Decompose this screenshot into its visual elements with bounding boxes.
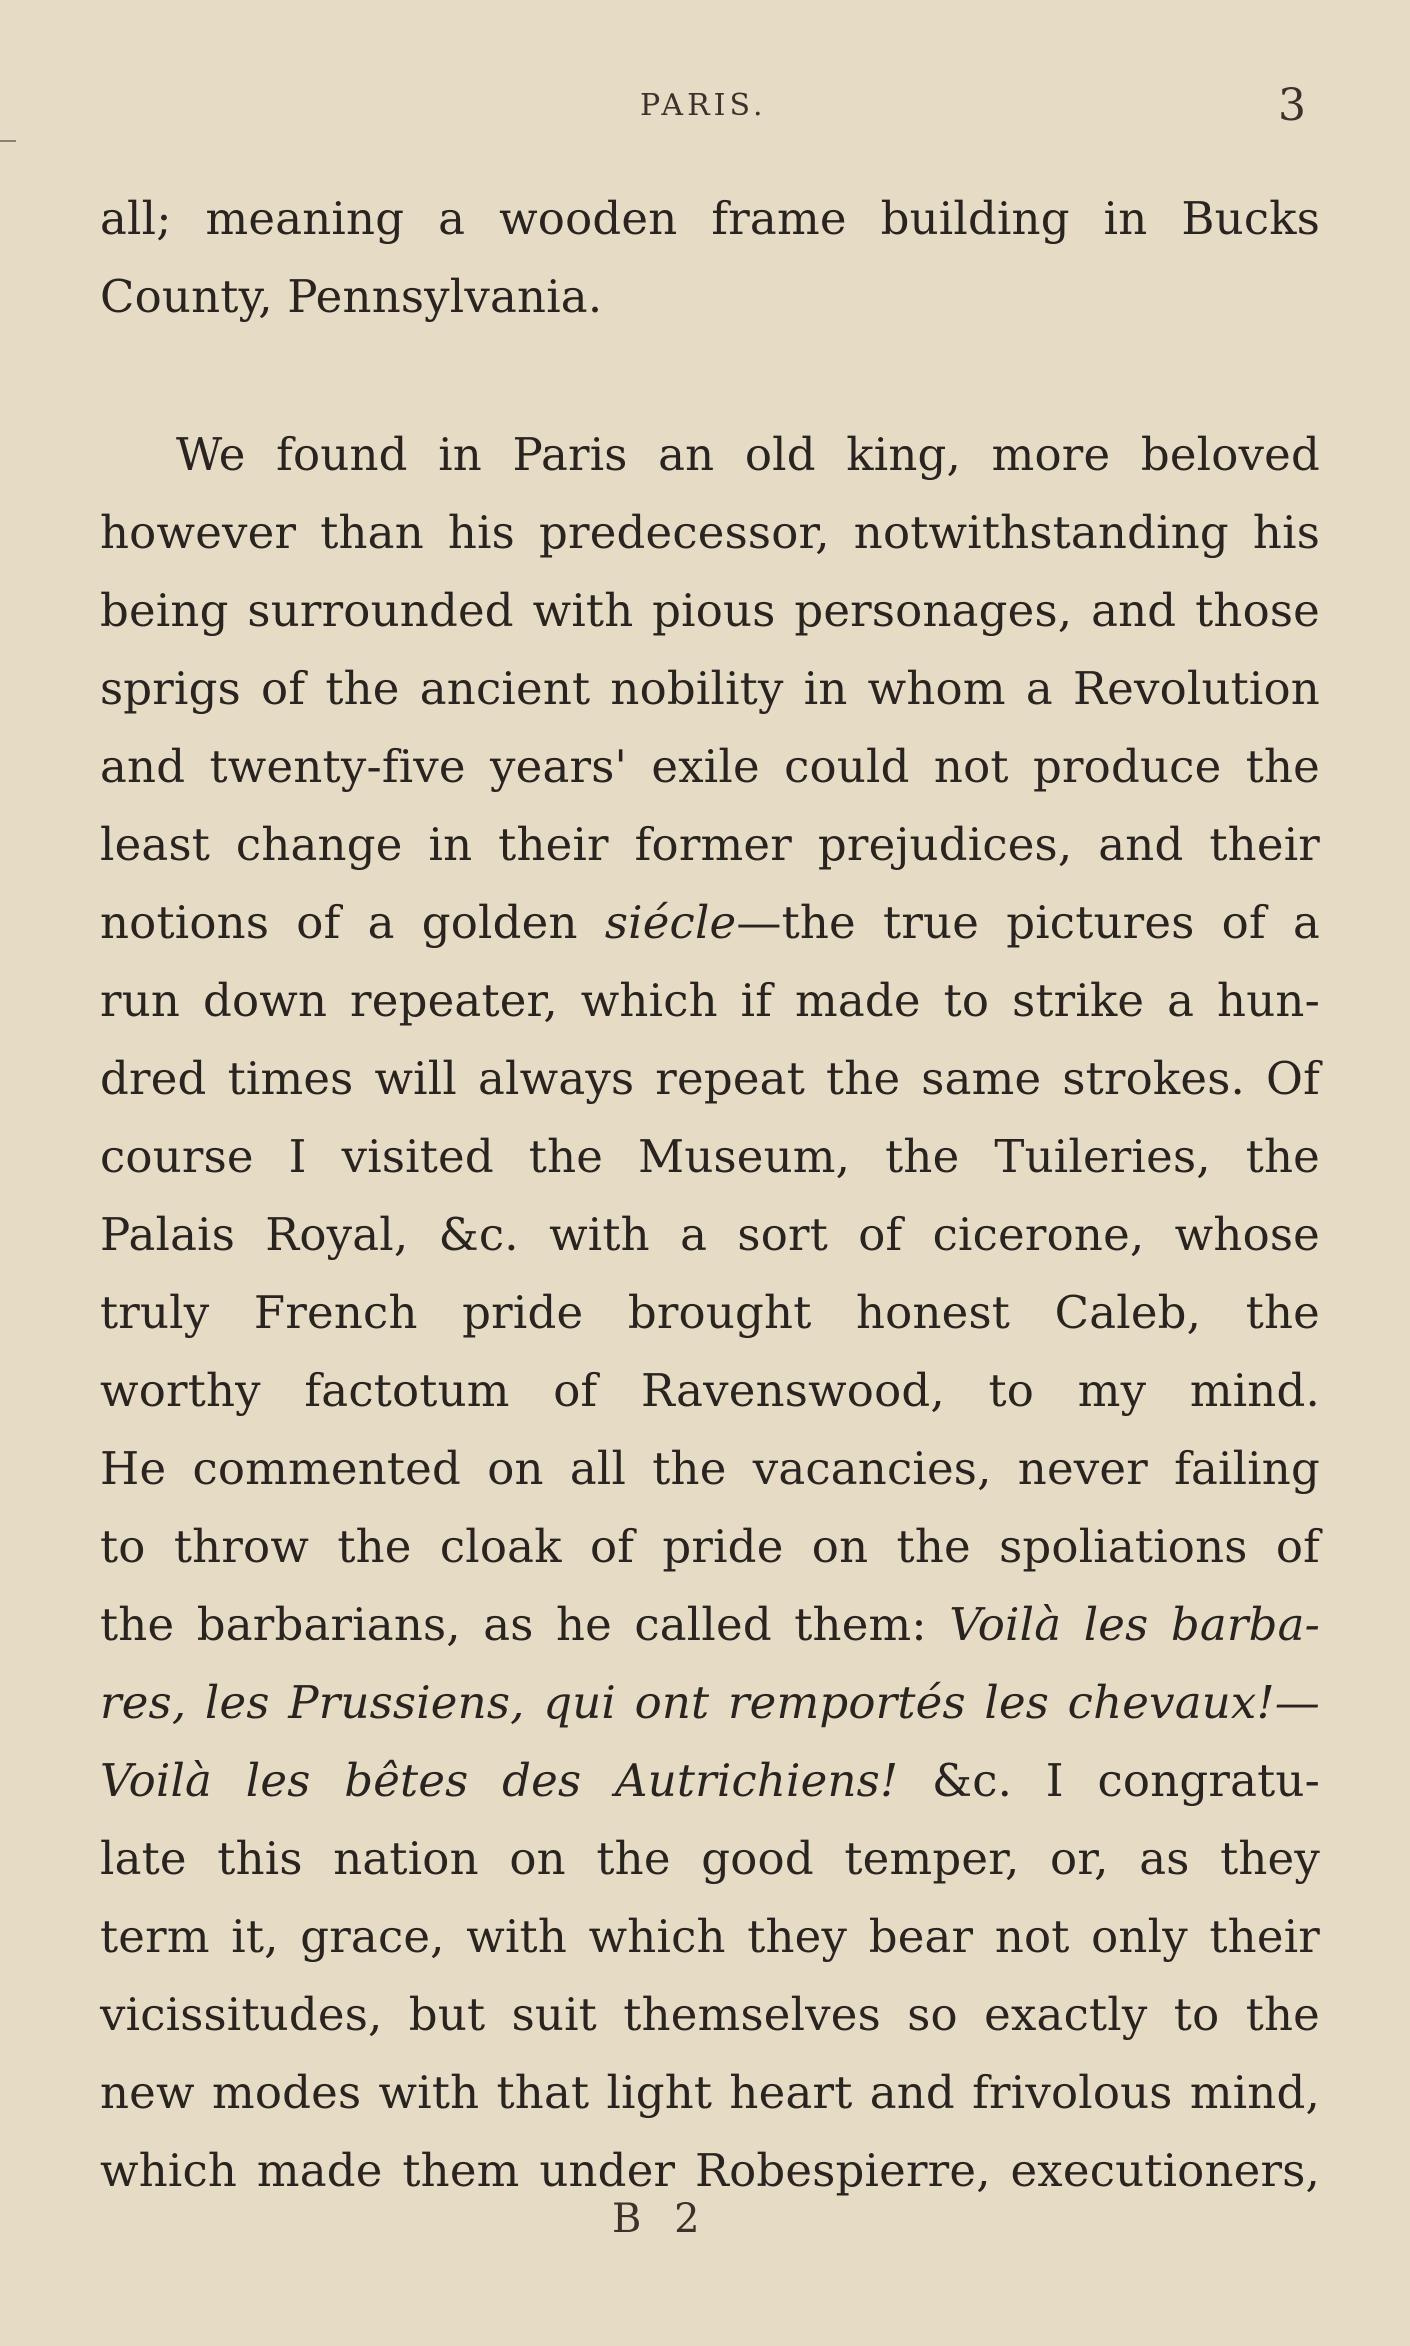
signature-mark: B 2 xyxy=(612,2196,710,2242)
paragraph-gap xyxy=(100,336,1320,416)
italic-text: Voilà les bêtes des Autrichiens! xyxy=(100,1754,899,1807)
text-line: all; meaning a wooden frame building in Bucks xyxy=(100,192,1320,245)
text-line: sprigs of the ancient nobility in whom a Revolution xyxy=(100,662,1320,715)
text-segment: notions of a golden xyxy=(100,896,605,949)
text-line: res, les Prussiens, qui ont remportés les chevaux!— xyxy=(100,1676,1320,1729)
text-line xyxy=(100,1586,1320,1664)
text-line: We found in Paris an old king, more beloved xyxy=(176,428,1320,481)
text-line: vicissitudes, but suit themselves so exactly to the xyxy=(100,1988,1320,2041)
text-line: and twenty-five years' exile could not produce the xyxy=(100,740,1320,793)
text-line: new modes with that light heart and frivolous mind, xyxy=(100,2066,1320,2119)
text-line: run down repeater, which if made to strike a hun- xyxy=(100,974,1320,1027)
text-line: term it, grace, with which they bear not only their xyxy=(100,1910,1320,1963)
italic-text: Voilà les barba- xyxy=(949,1598,1321,1651)
running-head xyxy=(0,82,1410,142)
text-line: truly French pride brought honest Caleb, the xyxy=(100,1286,1320,1339)
text-line: course I visited the Museum, the Tuileries, the xyxy=(100,1130,1320,1183)
text-line: being surrounded with pious personages, and those xyxy=(100,584,1320,637)
text-line: County, Pennsylvania. xyxy=(100,270,603,323)
text-line: however than his predecessor, notwithstanding his xyxy=(100,506,1320,559)
text-line: which made them under Robespierre, executioners, xyxy=(100,2144,1320,2197)
text-line: He commented on all the vacancies, never failing xyxy=(100,1442,1320,1495)
text-segment: —the true pictures of a xyxy=(736,896,1320,949)
text-block xyxy=(100,180,1320,2210)
running-title: PARIS. xyxy=(640,88,767,123)
text-line: least change in their former prejudices, and their xyxy=(100,818,1320,871)
text-line: Palais Royal, &c. with a sort of cicerone, whose xyxy=(100,1208,1320,1261)
text-line xyxy=(100,884,1320,962)
text-line: to throw the cloak of pride on the spoliations of xyxy=(100,1520,1320,1573)
text-line: dred times will always repeat the same strokes. Of xyxy=(100,1052,1320,1105)
italic-text: siécle xyxy=(604,896,737,949)
text-segment: &c. I congratu- xyxy=(898,1754,1320,1807)
text-segment: the barbarians, as he called them: xyxy=(100,1598,950,1651)
text-line xyxy=(100,1742,1320,1820)
text-line: worthy factotum of Ravenswood, to my mind. xyxy=(100,1364,1320,1417)
page-number: 3 xyxy=(1278,80,1306,131)
text-line: late this nation on the good temper, or, as they xyxy=(100,1832,1320,1885)
